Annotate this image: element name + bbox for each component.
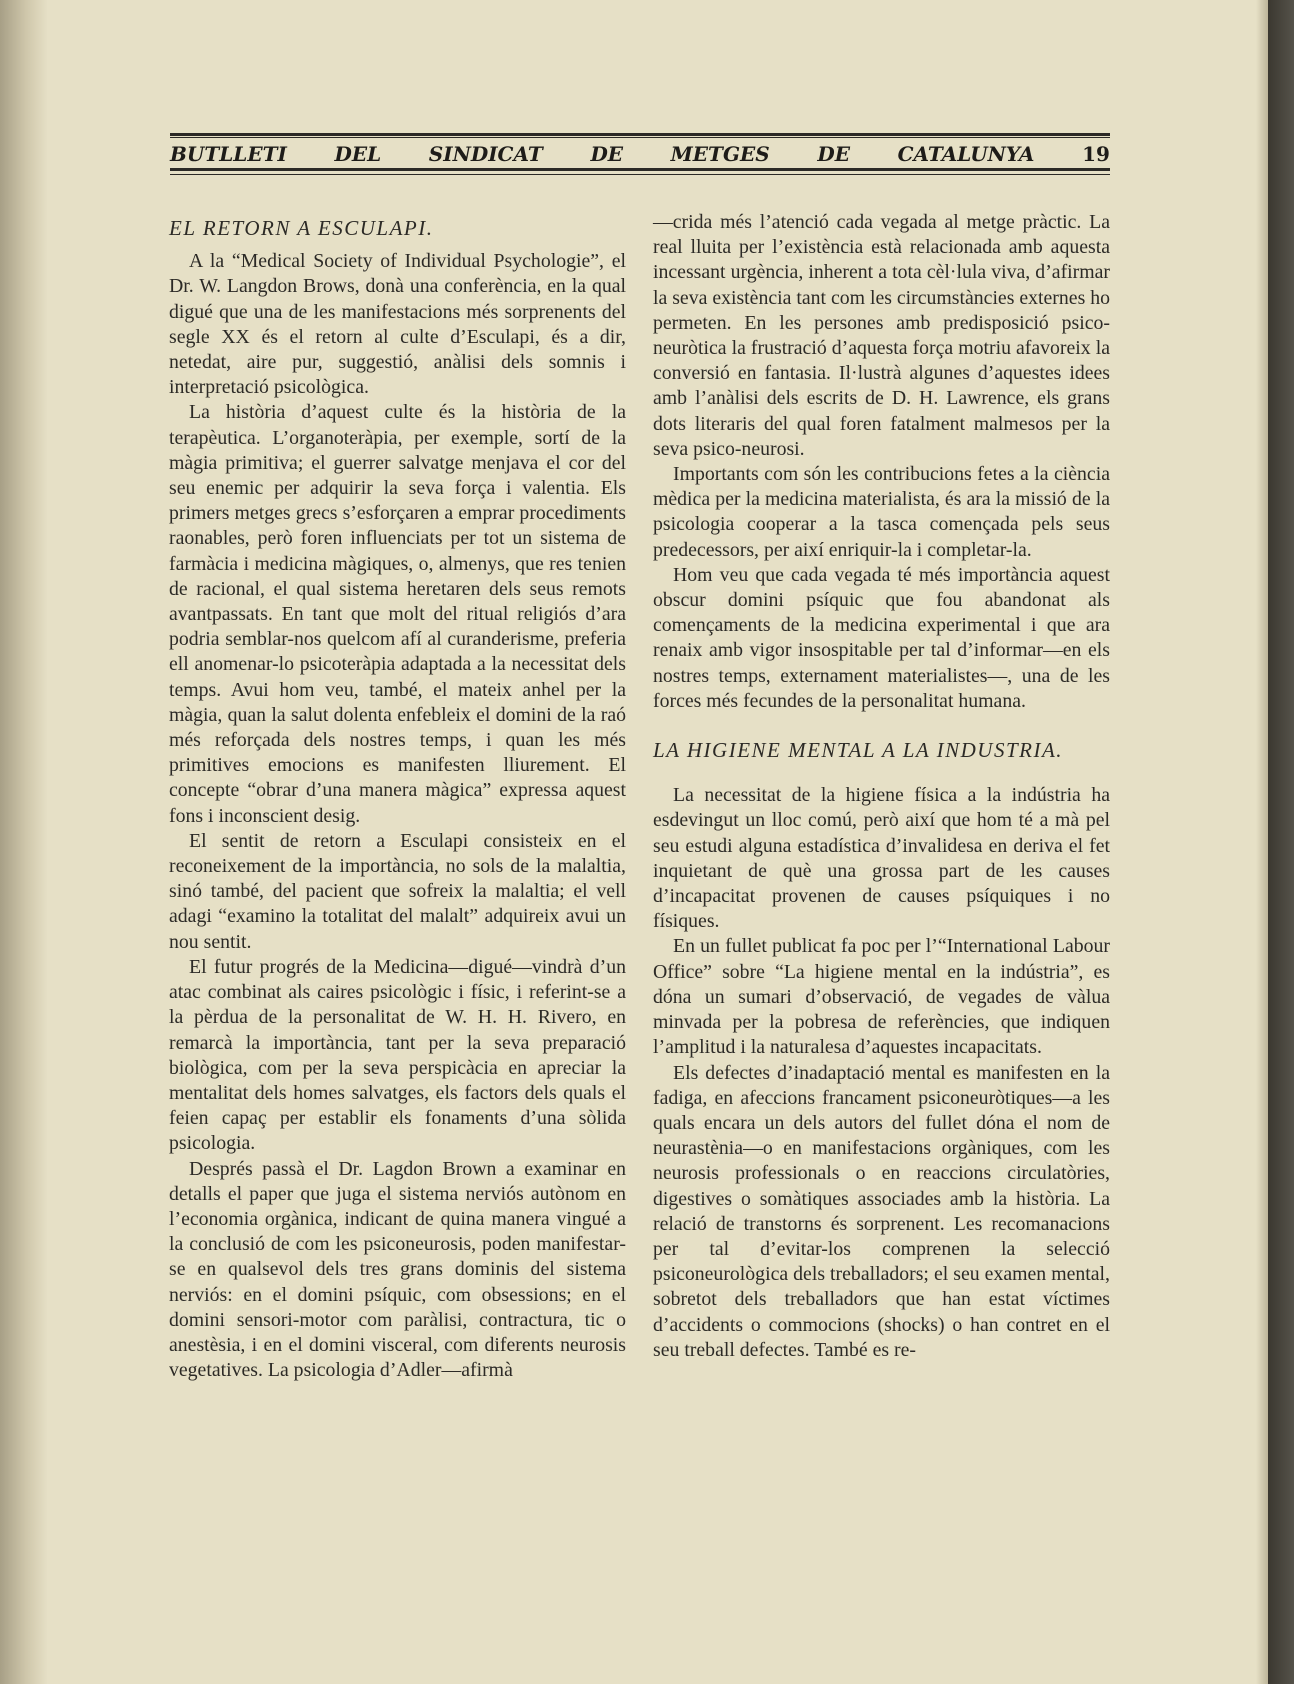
page-number: 19 — [1082, 142, 1110, 166]
page-edge — [1256, 0, 1268, 1684]
article-heading: LA HIGIENE MENTAL A LA INDUSTRIA. — [653, 738, 1064, 763]
scan-background — [1268, 0, 1294, 1684]
left-column — [169, 210, 626, 1383]
paragraph: Importants com són les contribucions fetes a la ciència mèdica per la medicina materialista, és ara la missió de la psicologia cooperar a la tasca començada pels seus predecessors, per així enriquir-la i completar-la. — [653, 463, 1110, 561]
article-heading: EL RETORN A ESCULAPI. — [169, 216, 434, 240]
header-rule-top-thin — [170, 137, 1110, 138]
header-word: BUTLLETI — [170, 142, 287, 166]
header-word: DE — [590, 142, 624, 166]
paragraph: Hom veu que cada vegada té més importància aquest obscur domini psíquic que fou abandonat als començaments de la medicina experimental i que ara renaix amb vigor insospitable per tal d’informar—en els nostres temps, externament materialistes—, una de les forces més fecundes de la personalitat humana. — [653, 563, 1110, 712]
paragraph: El futur progrés de la Medicina—digué—vindrà d’un atac combinat als caires psicològic i físic, i referint-se a la pèrdua de la personalitat de W. H. H. Rivero, en remarcà la importància, tant per la seva preparació biològica, com per la seva perspicàcia en apreciar la mentalitat dels homes salvatges, els factors dels quals el feien capaç per establir els fonaments d’una sòlida psicologia. — [169, 955, 626, 1155]
header-word: DE — [817, 142, 850, 166]
paragraph: Després passà el Dr. Lagdon Brown a examinar en detalls el paper que juga el sistema nerviós autònom en l’economia orgànica, indicant de quina manera vingué a la conclusió de com les psiconeurosis, poden manifestar-se en qualsevol dels tres grans dominis del sistema nerviós: en el domini psíquic, com obsessions; en el domini sensori-motor com paràlisi, contractura, tic o anestèsia, i en el domini visceral, com diferents neurosis vegetatives. La psicologia d’Adler—afirmà — [169, 1157, 626, 1382]
paragraph: La història d’aquest culte és la història de la terapèutica. L’organoteràpia, per exemple, sortí de la màgia primitiva; el guerrer salvatge menjava el cor del seu enemic per adquirir la seva força i valentia. Els primers metges grecs s’esforçaren a emprar procediments raonables, però foren influenciats per tot un sistema de farmàcia i medicina màgiques, o, almenys, que res tenien de racional, el qual sistema heretaren dels seus remots avantpassats. En tant que molt del ritual religiós d’ara podria semblar-nos quelcom afí al curanderisme, preferia ell anomenar-lo psicoteràpia adaptada a la necessitat dels temps. Avui hom veu, també, el mateix anhel per la màgia, quan la salut dolenta enfebleix el domini de la raó més reforçada dels nostres temps, i quan les més primitives emocions es manifesten lliurement. El concepte “obrar d’una manera màgica” expressa aquest fons i inconscient desig. — [169, 401, 626, 827]
header-rule-top — [170, 133, 1110, 136]
header-word: SINDICAT — [428, 142, 543, 166]
paragraph: La necessitat de la higiene física a la indústria ha esdevingut un lloc comú, però així que hom té a mà pel seu estudi alguna estadística d’invalidesa en deriva el fet inquietant de què una grossa part de les causes d’incapacitat provenen de causes psíquiques i no físiques. — [653, 784, 1110, 933]
paragraph-continuation: —crida més l’atenció cada vegada al metge pràctic. La real lluita per l’existència està relacionada amb aquesta incessant urgència, inherent a tota cèl·lula viva, d’afirmar la seva existència tant com les circumstàncies externes ho permeten. En les persones amb predisposició psico-neuròtica la frustració d’aquesta força motriu afavoreix la conversió en fantasia. Il·lustrà algunes d’aquestes idees amb l’anàlisi dels escrits de D. H. Lawrence, els grans dots literaris del qual foren fatalment malmesos per la seva psico-neurosi. — [653, 211, 1110, 460]
paragraph: En un fullet publicat fa poc per l’“International Labour Office” sobre “La higiene mental en la indústria”, es dóna un sumari d’observació, de vegades de vàlua minvada per la pobresa de referències, que indiquen l’amplitud i la naturalesa d’aquestes incapacitats. — [653, 935, 1110, 1059]
header-word: METGES — [670, 142, 770, 166]
paragraph: A la “Medical Society of Individual Psychologie”, el Dr. W. Langdon Brows, donà una conferència, en la qual digué que una de les manifestacions més sorprenents del segle XX és el retorn al culte d’Esculapi, és a dir, netedat, aire pur, suggestió, anàlisi dels somnis i interpretació psicològica. — [169, 250, 626, 399]
paragraph: Els defectes d’inadaptació mental es manifesten en la fadiga, en afeccions francament psiconeuròtiques—a les quals encara un dels autors del fullet dóna el nom de neurastènia—o en manifestacions orgàniques, com les neurosis professionals o en reaccions circulatòries, digestives o somàtiques associades amb la història. La relació de transtorns és sorprenent. Les recomanacions per tal d’evitar-los comprenen la selecció psiconeurològica dels treballadors; el seu examen mental, sobretot dels treballadors que han estat víctimes d’accidents o commocions (shocks) o han contret en el seu treball defectes. També es re- — [653, 1061, 1110, 1361]
header-rule-bottom-thin — [170, 174, 1110, 175]
header-word: CATALUNYA — [897, 142, 1035, 166]
binding-shadow — [0, 0, 48, 1684]
right-column — [653, 210, 1110, 1363]
header-rule-bottom — [170, 168, 1110, 171]
running-header — [170, 140, 1110, 168]
header-word: DEL — [334, 142, 382, 166]
paragraph: El sentit de retorn a Esculapi consisteix en el reconeixement de la importància, no sols de la malaltia, sinó també, del pacient que sofreix la malaltia; el vell adagi “examino la totalitat del malalt” adquireix avui un nou sentit. — [169, 829, 626, 953]
